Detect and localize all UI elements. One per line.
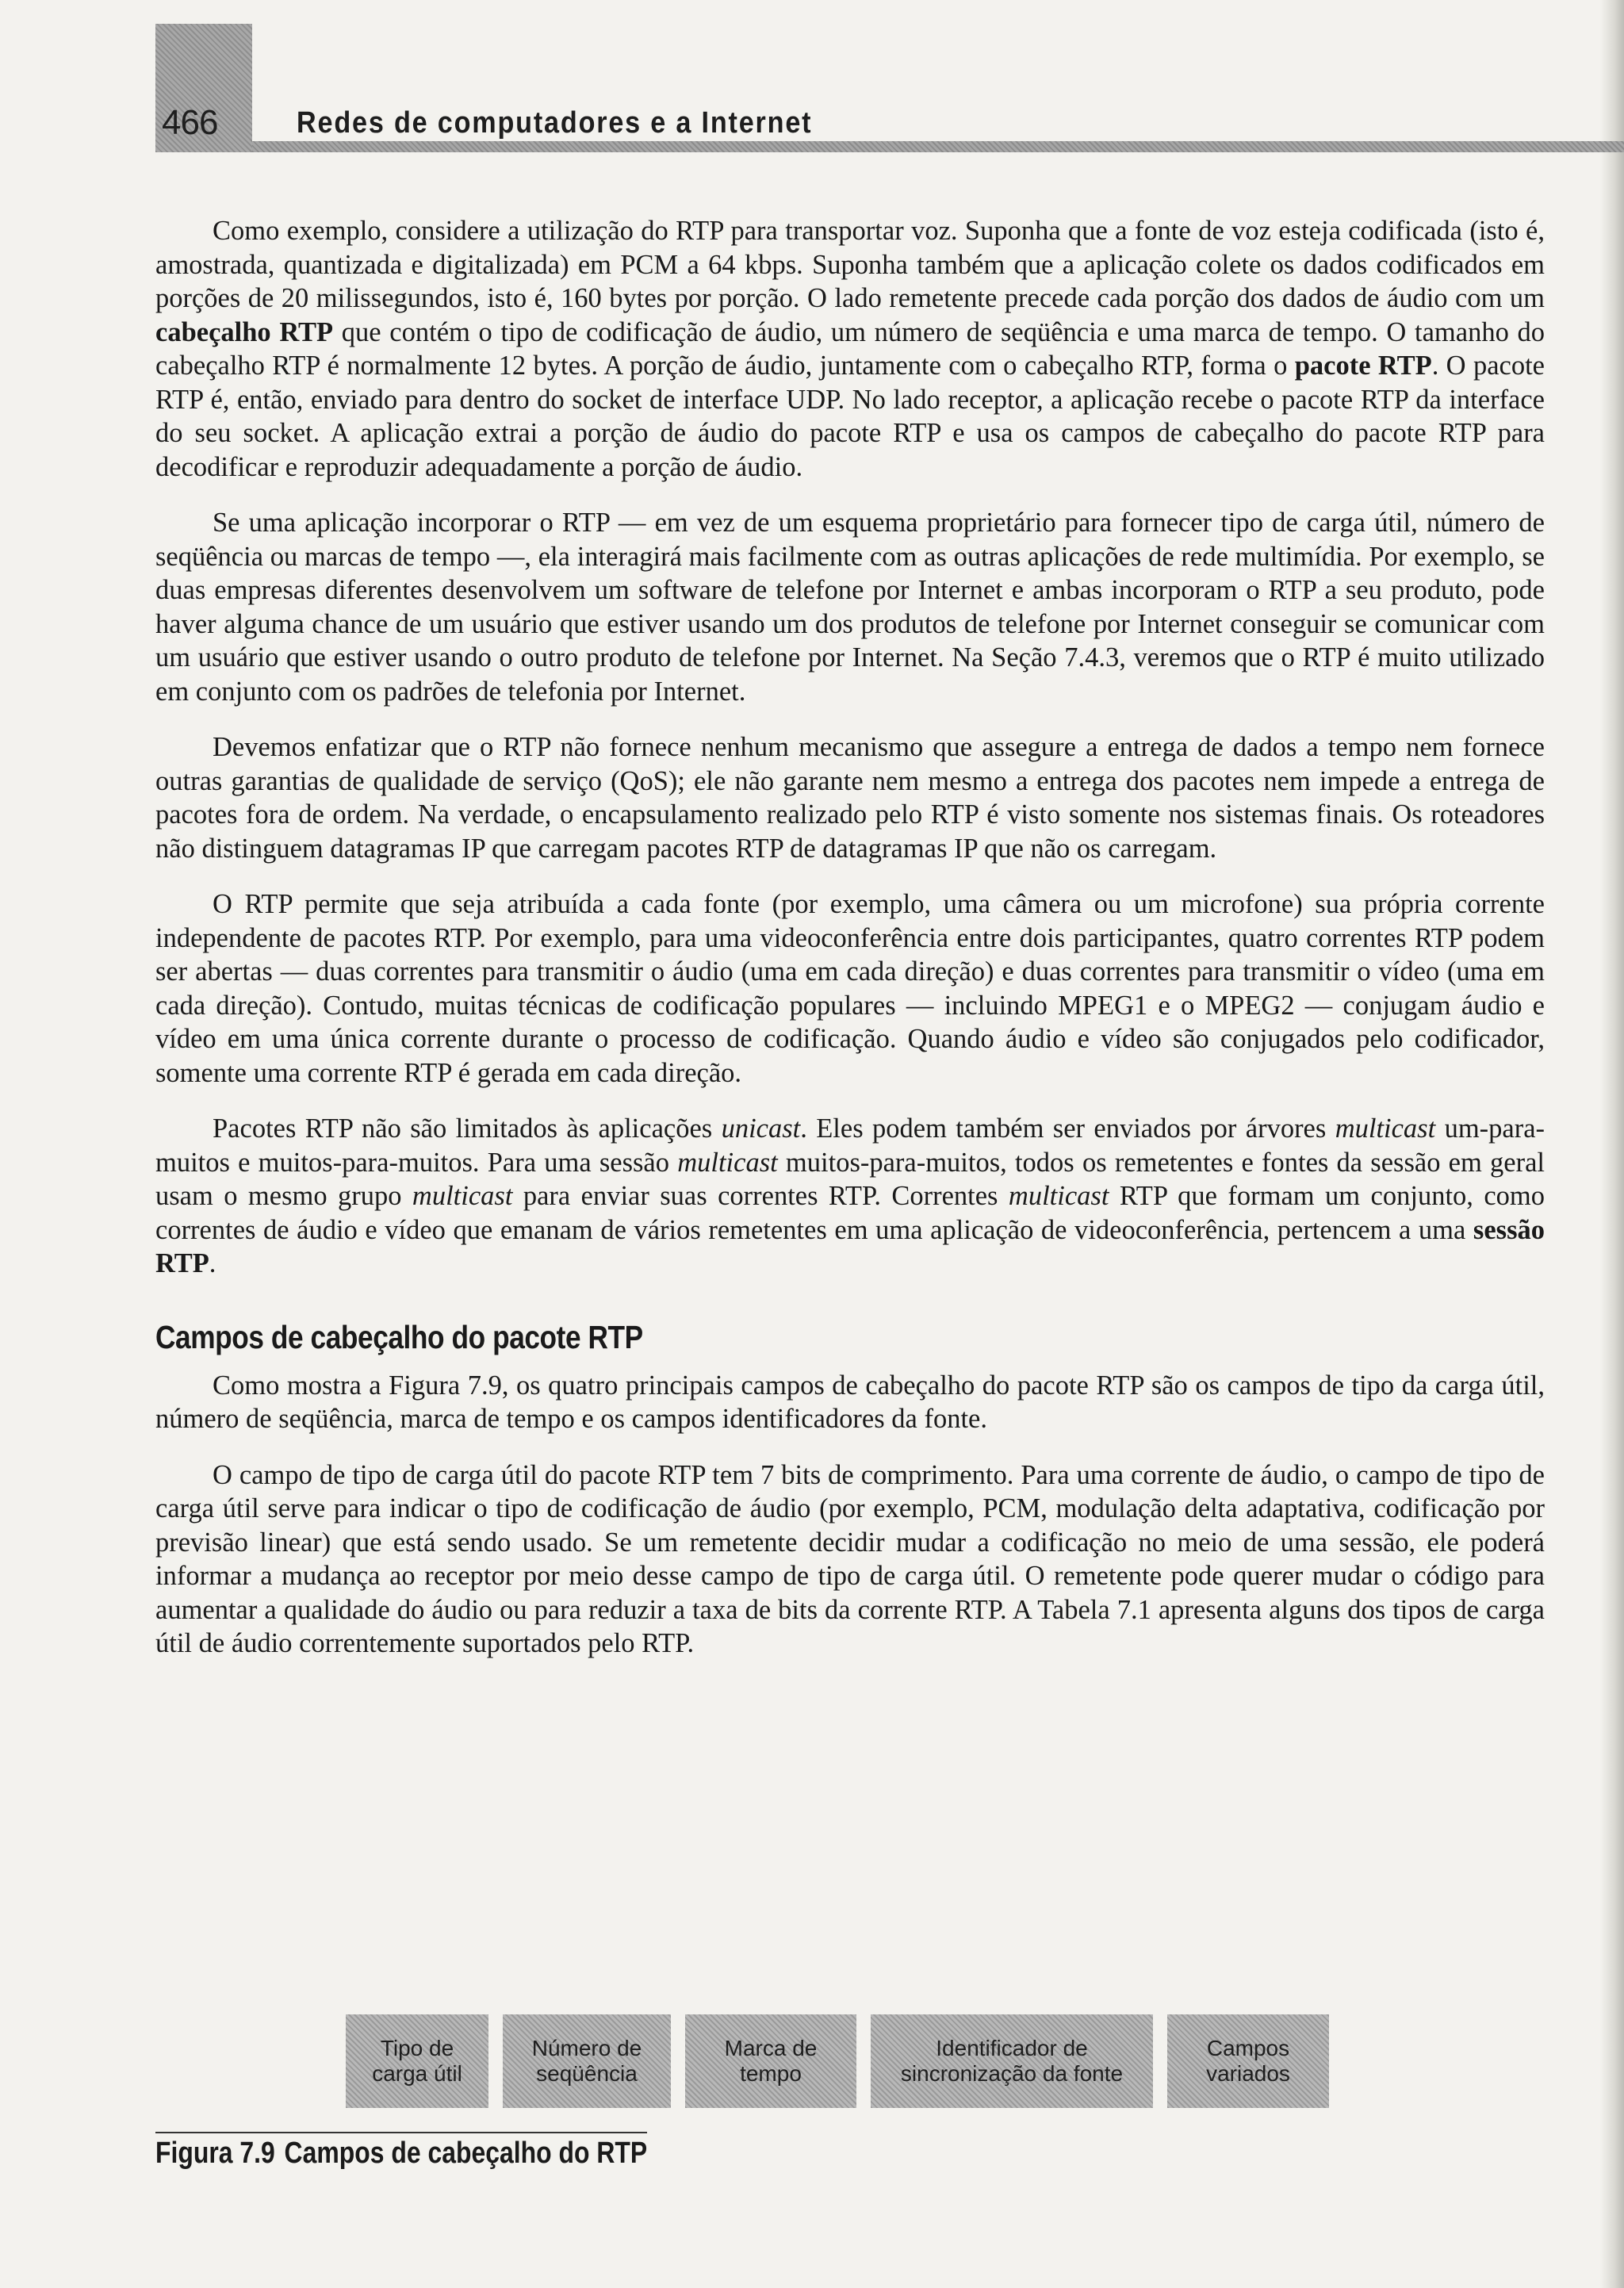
field-ssrc: Identificador de sincronização da fonte (871, 2014, 1153, 2108)
paragraph-rtp-no-qos: Devemos enfatizar que o RTP não fornece nenhum mecanismo que assegure a entrega de dados a tempo nem fornece outras garantias de qualidade de serviço (QoS); ele não garante nem mesmo a entrega dos pacotes nem impede a entrega de pacotes fora de ordem. Na verdade, o encapsulamento realizado pelo RTP é visto somente nos sistemas finais. Os roteadores não distinguem datagramas IP que carregam pacotes RTP de datagramas IP que não os carregam. (155, 732, 1545, 864)
field-sequence-number: Número de seqüência (503, 2014, 671, 2108)
paragraph-payload-type: O campo de tipo de carga útil do pacote RTP tem 7 bits de comprimento. Para uma corrente de áudio, o campo de tipo de carga útil serve para indicar o tipo de codificação de áudio (por exemplo, PCM, modulação delta adaptativa, codificação por previsão linear) que está sendo usado. Se um remetente decidir mudar a codificação no meio de uma sessão, ele poderá informar a mudança ao receptor por meio desse campo de tipo de carga útil. O remetente pode querer mudar o código para aumentar a qualidade do áudio ou para reduzir a taxa de bits da corrente RTP. A Tabela 7.1 apresenta alguns dos tipos de carga útil de áudio correntemente suportados pelo RTP. (155, 1459, 1545, 1658)
field-payload-type: Tipo de carga útil (346, 2014, 488, 2108)
page-number: 466 (162, 103, 218, 142)
term-sessao-rtp: sessão RTP (155, 1214, 1545, 1278)
figure-label: Figura 7.9 (155, 2137, 275, 2170)
book-title: Redes de computadores e a Internet (297, 106, 813, 140)
field-timestamp: Marca de tempo (685, 2014, 856, 2108)
figure-caption (155, 2137, 647, 2171)
body-text (155, 214, 1545, 1683)
paragraph-rtp-voice-example: Como exemplo, considere a utilização do RTP para transportar voz. Suponha que a fonte de voz esteja codificada (isto é, amostrada, quantizada e digitalizada) em PCM a 64 kbps. Suponha também que a aplicação colete os dados codificados em porções de 20 milissegundos, isto é, 160 bytes por porção. O lado remetente precede cada porção dos dados de áudio com um cabeçalho RTP que contém o tipo de codificação de áudio, um número de seqüência e uma marca de tempo. O tamanho do cabeçalho RTP é normalmente 12 bytes. A porção de áudio, juntamente com o cabeçalho RTP, forma o pacote RTP. O pacote RTP é, então, enviado para dentro do socket de interface UDP. No lado receptor, a aplicação recebe o pacote RTP da interface do seu socket. A aplicação extrai a porção de áudio do pacote RTP e usa os campos de cabeçalho do pacote RTP para decodificar e reproduzir adequadamente a porção de áudio. (155, 216, 1545, 482)
term-cabecalho-rtp: cabeçalho RTP (155, 316, 334, 347)
paragraph-header-fields-intro: Como mostra a Figura 7.9, os quatro principais campos de cabeçalho do pacote RTP são os campos de tipo da carga útil, número de seqüência, marca de tempo e os campos identificadores da fonte. (155, 1370, 1545, 1434)
figure-caption-rule (155, 2132, 647, 2133)
page-edge-shadow (1600, 0, 1624, 2288)
paragraph-rtp-interoperability: Se uma aplicação incorporar o RTP — em vez de um esquema proprietário para fornecer tipo de carga útil, número de seqüência ou marcas de tempo —, ela interagirá mais facilmente com as outras aplicações de rede multimídia. Por exemplo, se duas empresas diferentes desenvolvem um software de telefone por Internet e ambas incorporam o RTP a seu produto, pode haver alguma chance de um usuário que estiver usando um dos produtos de telefone por Internet conseguir se comunicar com um usuário que estiver usando o outro produto de telefone por Internet. Na Seção 7.4.3, veremos que o RTP é muito utilizado em conjunto com os padrões de telefonia por Internet. (155, 508, 1545, 707)
running-header (155, 24, 1624, 152)
field-misc: Campos variados (1167, 2014, 1329, 2108)
term-pacote-rtp: pacote RTP (1294, 351, 1432, 381)
paragraph-rtp-multicast: Pacotes RTP não são limitados às aplicações unicast. Eles podem também ser enviados por árvores multicast um-para-muitos e muitos-para-muitos. Para uma sessão multicast muitos-para-muitos, todos os remetentes e fontes da sessão em geral usam o mesmo grupo multicast para enviar suas correntes RTP. Correntes multicast RTP que formam um conjunto, como correntes de áudio e vídeo que emanam de vários remetentes em uma aplicação de videoconferência, pertencem a uma sessão RTP. (155, 1113, 1545, 1278)
page-number-box (155, 24, 252, 152)
header-rule (252, 141, 1624, 152)
paragraph-rtp-streams: O RTP permite que seja atribuída a cada fonte (por exemplo, uma câmera ou um microfone) sua própria corrente independente de pacotes RTP. Por exemplo, para uma videoconferência entre dois participantes, quatro correntes RTP podem ser abertas — duas correntes para transmitir o áudio (uma em cada direção) e duas correntes para transmitir o vídeo (uma em cada direção). Contudo, muitas técnicas de codificação populares — incluindo MPEG1 e o MPEG2 — conjugam áudio e vídeo em uma única corrente durante o processo de codificação. Quando áudio e vídeo são conjugados pelo codificador, somente uma corrente RTP é gerada em cada direção. (155, 889, 1545, 1088)
figure-caption-text: Campos de cabeçalho do RTP (284, 2137, 648, 2170)
rtp-header-fields-diagram (346, 2014, 1329, 2108)
section-title: Campos de cabeçalho do pacote RTP (155, 1318, 643, 1355)
